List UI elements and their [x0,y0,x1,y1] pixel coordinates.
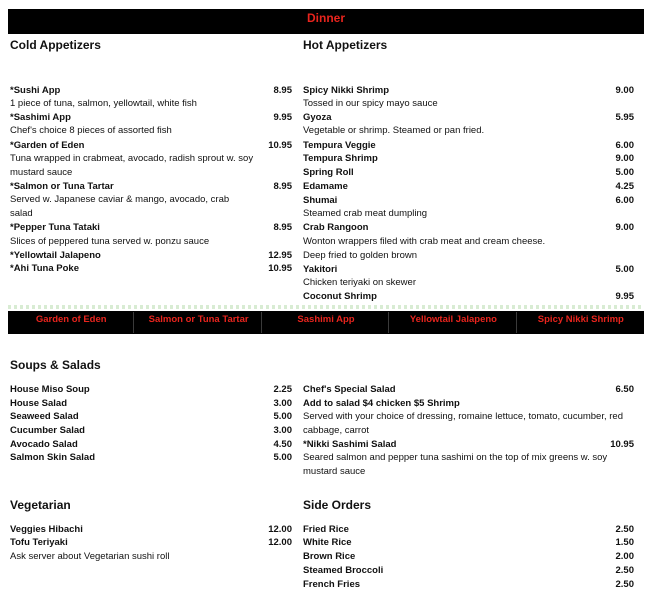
item-price: 2.25 [273,384,292,395]
item-price: 6.00 [615,140,634,151]
item-name: *Ahi Tuna Poke [10,263,79,274]
item-name: House Miso Soup [10,384,90,395]
item-price: 9.00 [615,153,634,164]
item-price: 4.25 [615,181,634,192]
item-name: Coconut Shrimp [303,291,377,302]
item-name: Steamed Broccoli [303,565,384,576]
item-name: Seaweed Salad [10,411,79,422]
soups-salads-heading: Soups & Salads [10,358,101,372]
item-name: House Salad [10,398,68,409]
item-price: 10.95 [268,263,292,274]
featured-item: Salmon or Tuna Tartar [136,312,261,333]
item-price: 5.95 [615,112,634,123]
item-name: French Fries [303,579,361,590]
featured-item: Spicy Nikki Shrimp [519,312,643,333]
menu-item [303,564,634,578]
item-price: 6.50 [615,384,634,395]
item-name: *Nikki Sashimi Salad [303,439,397,450]
item-price: 5.00 [615,167,634,178]
item-price: 9.00 [615,222,634,233]
item-name: Avocado Salad [10,439,78,450]
menu-item [303,578,634,592]
item-description: Tuna wrapped in crabmeat, avocado, radish sprout w. soy mustard sauce [10,153,254,178]
menu-title: Dinner [306,11,345,25]
item-description: Seared salmon and pepper tuna sashimi on the top of mix greens w. soy mustard sauce [303,452,608,477]
item-price: 6.00 [615,195,634,206]
featured-item: Sashimi App [264,312,389,333]
item-description: Chef's choice 8 pieces of assorted fish [10,125,172,136]
item-price: 5.00 [615,264,634,275]
item-name: *Garden of Eden [10,140,85,151]
item-price: 2.00 [615,551,634,562]
item-name: Veggies Hibachi [10,524,83,535]
item-description: Served with your choice of dressing, romaine lettuce, tomato, cucumber, red cabbage, carrot [303,411,623,436]
item-name: Salmon Skin Salad [10,452,95,463]
side-orders-heading: Side Orders [303,498,372,512]
item-price: 2.50 [615,524,634,535]
menu-item [10,536,292,550]
item-name: *Yellowtail Jalapeno [10,250,101,261]
item-price: 10.95 [610,439,634,450]
item-name: *Salmon or Tuna Tartar [10,181,114,192]
item-name: Tempura Shrimp [303,153,378,164]
item-name: Fried Rice [303,524,349,535]
item-description: 1 piece of tuna, salmon, yellowtail, white fish [10,98,197,109]
item-name: Crab Rangoon [303,222,369,233]
vegetarian-heading: Vegetarian [10,498,71,512]
item-description: Steamed crab meat dumpling [303,208,428,219]
item-price: 2.50 [615,565,634,576]
item-price: 2.50 [615,579,634,590]
item-name: *Pepper Tuna Tataki [10,222,100,233]
side-orders-section [303,0,634,598]
item-description: Slices of peppered tuna served w. ponzu sauce [10,236,210,247]
featured-item: Yellowtail Jalapeno [391,312,516,333]
menu-item [10,523,292,537]
cold-appetizers-heading: Cold Appetizers [10,38,101,52]
featured-item: Garden of Eden [9,312,134,333]
menu-item [303,550,634,564]
item-price: 12.95 [268,250,292,261]
item-price: 9.95 [615,291,634,302]
vegetarian-section [10,0,292,570]
item-name: Spicy Nikki Shrimp [303,85,390,96]
item-price: 10.95 [268,140,292,151]
item-name: *Sashimi App [10,112,71,123]
item-name: Tempura Veggie [303,140,376,151]
item-name: Spring Roll [303,167,354,178]
menu-item [303,536,634,550]
item-price: 3.00 [273,425,292,436]
item-description: Wonton wrappers filed with crab meat and cream cheese. Deep fried to golden brown [303,236,546,261]
item-name: Shumai [303,195,338,206]
hot-appetizers-heading: Hot Appetizers [303,38,388,52]
item-name: Gyoza [303,112,332,123]
item-description: Served w. Japanese caviar & mango, avocado, crab salad [10,194,230,219]
item-price: 5.00 [273,411,292,422]
item-price: 4.50 [273,439,292,450]
item-description: Tossed in our spicy mayo sauce [303,98,438,109]
item-price: 8.95 [273,181,292,192]
item-price: 8.95 [273,85,292,96]
item-price: 12.00 [268,524,292,535]
item-name: *Sushi App [10,85,61,96]
item-name: Yakitori [303,264,338,275]
item-description: Chicken teriyaki on skewer [303,277,416,288]
item-price: 8.95 [273,222,292,233]
item-name: Add to salad $4 chicken $5 Shrimp [303,398,460,409]
item-name: White Rice [303,537,352,548]
item-name: Chef's Special Salad [303,384,396,395]
item-price: 1.50 [615,537,634,548]
item-name: Tofu Teriyaki [10,537,68,548]
item-name: Edamame [303,181,348,192]
item-name: Cucumber Salad [10,425,85,436]
item-price: 9.95 [273,112,292,123]
item-price: 9.00 [615,85,634,96]
item-description: Vegetable or shrimp. Steamed or pan fried. [303,125,485,136]
vegetarian-note: Ask server about Vegetarian sushi roll [10,551,170,562]
item-price: 12.00 [268,537,292,548]
menu-item [303,523,634,537]
item-price: 5.00 [273,452,292,463]
item-name: Brown Rice [303,551,356,562]
item-price: 3.00 [273,398,292,409]
